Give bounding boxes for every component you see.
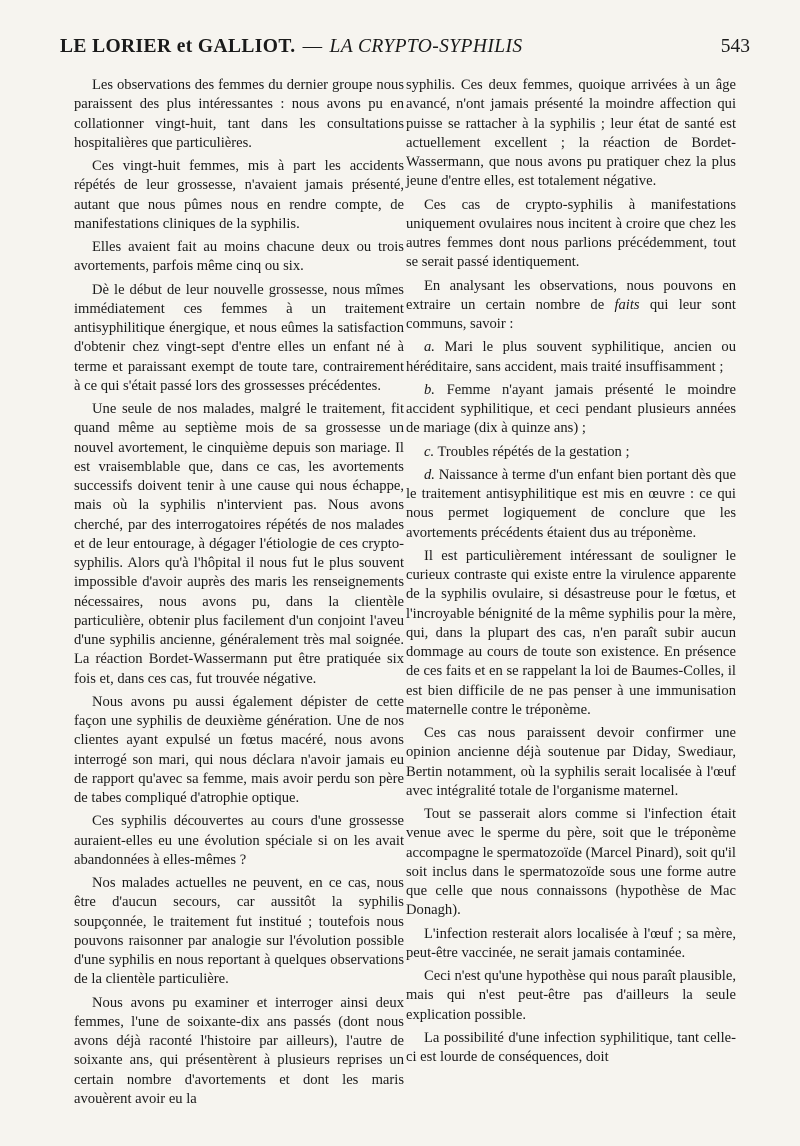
paragraph: Ces vingt-huit femmes, mis à part les accidents répétés de leur grossesse, n'avaient jamais présenté, autant que nous pûmes nous en rendre compte, de manifestations cliniques de la syphilis. [74, 158, 404, 232]
list-item [406, 443, 736, 462]
paragraph: L'infection resterait alors localisée à l'œuf ; sa mère, peut-être vaccinée, ne serait jamais contaminée. [406, 925, 736, 961]
paragraph: Nous avons pu examiner et interroger ainsi deux femmes, l'une de soixante-dix ans passés (dont nous avons déjà raconté l'histoire par ailleurs), l'autre de soixante ans, qui présentèrent à plusieurs reprises un certain nombre d'avortements et dont les maris avouèrent avoir eu la [74, 994, 404, 1107]
list-text: Femme n'ayant jamais présenté le moindre accident syphilitique, et ceci pendant plusieurs années de mariage (dix à quinze ans) ; [406, 381, 736, 437]
list-letter: b. [424, 381, 435, 398]
italic-text: faits [614, 296, 640, 313]
paragraph: Ces cas de crypto-syphilis à manifestations uniquement ovulaires nous incitent à croire que chez les autres femmes dont nous parlions précédemment, tout se serait passé identiquement. [406, 196, 736, 271]
paragraph [406, 277, 736, 335]
paragraph: syphilis. Ces deux femmes, quoique arrivées à un âge avancé, n'ont jamais présenté la moindre affection qui puisse se rattacher à la syphilis ; leur état de santé est actuellement excellent ; la réaction de Bordet-Wassermann, que nous avons pu pratiquer chez la plus jeune d'entre elles, est totalement négative. [406, 77, 736, 190]
page-number: 543 [720, 36, 750, 57]
right-column [406, 76, 736, 1067]
list-letter: a. [424, 339, 435, 356]
text-run: qui leur sont communs, savoir : [406, 296, 736, 332]
running-title [60, 36, 523, 58]
header-authors: LE LORIER et GALLIOT. [60, 36, 296, 57]
list-item [406, 466, 736, 543]
paragraph: Ceci n'est qu'une hypothèse qui nous paraît plausible, mais qui n'est peut-être pas d'ailleurs la seule explication possible. [406, 968, 736, 1023]
list-item [406, 381, 736, 439]
paragraph: La possibilité d'une infection syphilitique, tant celle-ci est lourde de conséquences, doit [406, 1029, 736, 1065]
list-item [406, 338, 736, 377]
list-text: Troubles répétés de la gestation ; [434, 443, 630, 460]
paragraph: Elles avaient fait au moins chacune deux ou trois avortements, parfois même cinq ou six. [74, 239, 404, 275]
text-run: En analysant les observations, nous pouvons en extraire un certain nombre de [406, 277, 736, 313]
paragraph: Dè le début de leur nouvelle grossesse, nous mîmes immédiatement ces femmes à un traitement antisyphilitique énergique, et nous eûmes la satisfaction d'obtenir chez vingt-sept d'entre elles un enfant né à terme et paraissant exempt de toute tare, contrairement à ce qui s'était passé lors des grossesses précédentes. [74, 281, 404, 394]
header-dash: — [302, 36, 323, 57]
paragraph: Il est particulièrement intéressant de souligner le curieux contraste qui existe entre la virulence apparente de la syphilis ovulaire, si désastreuse pour le fœtus, et l'incroyable bénignité de la même syphilis pour la mère, qui, dans la plupart des cas, n'en paraît subir aucun dommage au cours de toute son existence. En présence de ces faits et en se rappelant la loi de Baumes-Colles, il est bien difficile de ne pas penser à une immunisation maternelle contre le tréponème. [406, 547, 736, 718]
list-letter: c. [424, 443, 435, 460]
list-text: Mari le plus souvent syphilitique, ancien ou héréditaire, sans accident, mais traité insuffisamment ; [406, 339, 736, 375]
paragraph: Tout se passerait alors comme si l'infection était venue avec le sperme du père, soit que le tréponème accompagne le spermatozoïde (Marcel Pinard), soit qu'il soit inclus dans le spermatozoïde sous une forme autre que celle que nous connaissons (hypothèse de Mac Donagh). [406, 806, 736, 919]
list-text: Naissance à terme d'un enfant bien portant dès que le traitement antisyphilitique est mis en œuvre : ce qui nous permet logiquement de conclure que les avortements précédents étaient dus au tréponème. [406, 466, 736, 541]
paragraph: Nous avons pu aussi également dépister de cette façon une syphilis de deuxième génération. Une de nos clientes ayant expulsé un fœtus macéré, nous avons interrogé son mari, qui nous déclara n'avoir jamais eu de rapport qu'avec sa femme, mais avoir perdu son père de tabes compliqué d'atrophie optique. [74, 693, 404, 806]
header-title: LA CRYPTO-SYPHILIS [329, 36, 523, 57]
paragraph: Ces syphilis découvertes au cours d'une grossesse auraient-elles eu une évolution spéciale si on les avait abandonnées à elles-mêmes ? [74, 813, 404, 868]
paragraph: Une seule de nos malades, malgré le traitement, fit quand même au septième mois de sa grossesse un nouvel avortement, le cinquième depuis son mariage. Il est vraisemblable que, dans ce cas, les avortements successifs doivent tenir à une cause qui nous échappe, mais où la syphilis n'intervient pas. Nous avons cherché, par des interrogatoires répétés de nos malades et de leur entourage, à dégager l'étiologie de ces crypto-syphilis. Alors qu'à l'hôpital il nous fut le plus souvent impossible d'avoir auprès des maris les renseignements nécessaires, nous avons pu, dans la clientèle particulière, obtenir plus facilement d'un conjoint l'aveu d'une syphilis ancienne, généralement très mal soignée. La réaction Bordet-Wassermann put être pratiquée six fois et, dans ces cas, fut trouvée négative. [74, 401, 404, 687]
list-letter: d. [424, 466, 435, 483]
page-header [60, 36, 750, 64]
paragraph: Les observations des femmes du dernier groupe nous paraissent des plus intéressantes : nous avons pu en collationner vingt-huit, tant dans les consultations hospitalières que particulières. [74, 77, 404, 151]
paragraph: Ces cas nous paraissent devoir confirmer une opinion ancienne déjà soutenue par Diday, Swediaur, Bertin notamment, où la syphilis serait localisée à l'œuf avec intégralité totale de l'organisme maternel. [406, 725, 736, 799]
left-column [74, 76, 404, 1109]
paragraph: Nos malades actuelles ne peuvent, en ce cas, nous être d'aucun secours, car aussitôt la syphilis soupçonnée, le traitement fut institué ; toutefois nous pouvons raisonner par analogie sur l'évolution possible d'une syphilis en nous reportant à quelques observations de la clientèle particulière. [74, 875, 404, 988]
